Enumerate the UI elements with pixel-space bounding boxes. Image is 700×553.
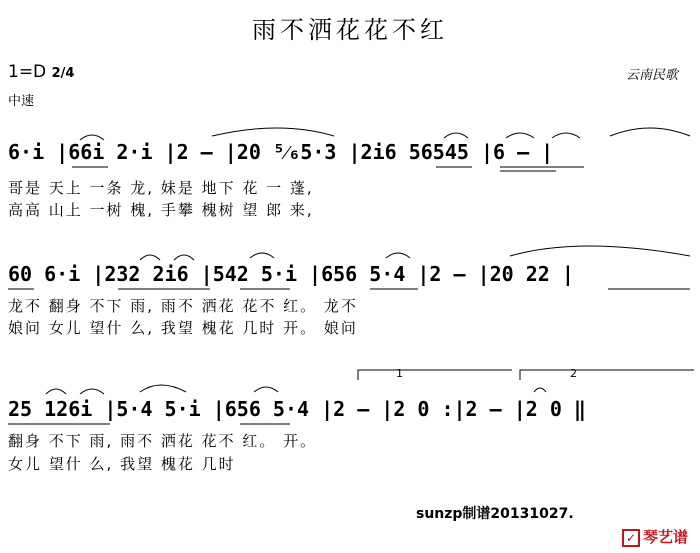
transcriber-credit: sunzp制谱20131027.: [416, 506, 574, 522]
system-1-notes: 6·i |66i 2·i |2 – |20 ⁵⁄₆5·3 |2i6 56545 |6 – |: [8, 140, 554, 164]
time-signature: 2/4: [51, 66, 75, 81]
logo-mark-icon: ✓: [622, 529, 640, 547]
system-1-lyrics-verse-1: 哥是 天上 一条 龙, 妹是 地下 花 一 蓬,: [8, 179, 314, 197]
logo-text: 琴艺谱: [642, 528, 688, 546]
song-title: 雨不洒花花不红: [252, 16, 448, 44]
system-3-lyrics-verse-2: 女儿 望什 么, 我望 槐花 几时: [8, 455, 236, 473]
volta-2-label: 2: [570, 367, 577, 380]
system-1-lyrics-verse-2: 高高 山上 一树 槐, 手攀 槐树 望 郎 来,: [8, 201, 314, 219]
volta-1-label: 1: [396, 367, 403, 380]
site-logo: [622, 526, 688, 547]
system-2-notes: 60 6·i |232 2i6 |542 5·i |656 5·4 |2 – |20 22 |: [8, 262, 574, 286]
system-3-notes: 25 126i |5·4 5·i |656 5·4 |2 – |2 0 :|2 – |2 0 ‖: [8, 397, 586, 421]
key-label: 1=D: [8, 62, 47, 82]
system-2-lyrics-verse-2: 娘问 女儿 望什 么, 我望 槐花 几时 开。 娘问: [8, 319, 358, 337]
system-2-lyrics-verse-1: 龙不 翻身 不下 雨, 雨不 洒花 花不 红。 龙不: [8, 297, 358, 315]
tempo-marking: 中速: [8, 94, 35, 109]
composer-credit: 云南民歌: [625, 68, 678, 83]
system-3-lyrics-verse-1: 翻身 不下 雨, 雨不 洒花 花不 红。 开。: [8, 432, 318, 450]
